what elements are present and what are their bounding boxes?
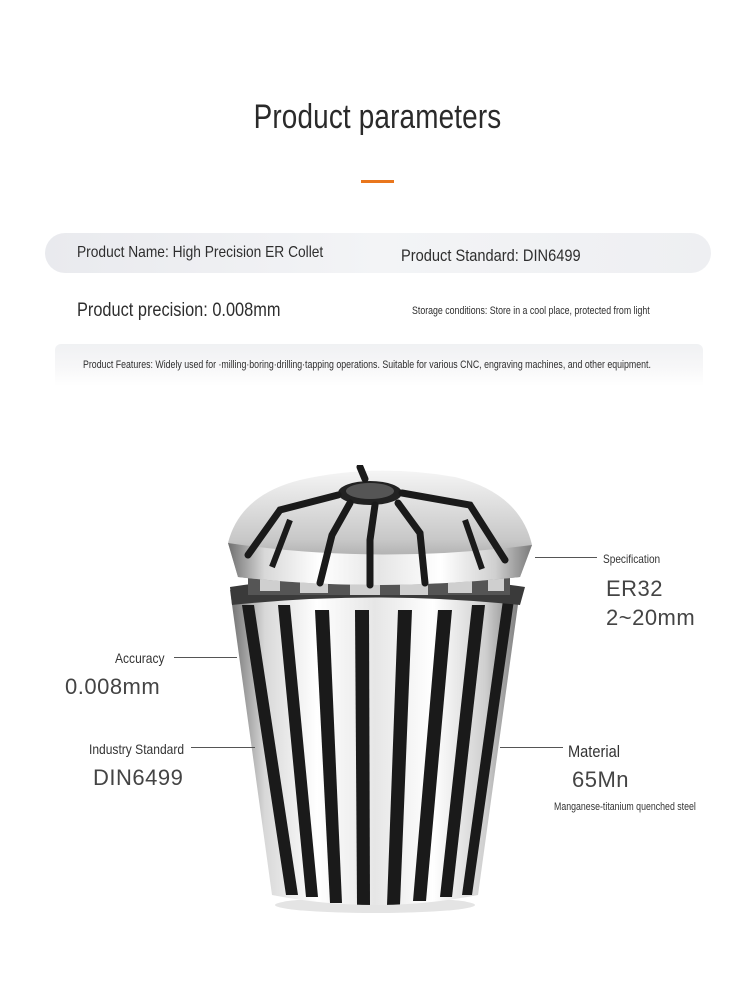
product-name: Product Name: High Precision ER Collet xyxy=(77,244,324,261)
accuracy-label: Accuracy xyxy=(115,650,165,666)
title-accent-divider xyxy=(361,180,394,183)
industry-standard-label: Industry Standard xyxy=(89,741,185,757)
specification-value-range: 2~20mm xyxy=(606,605,696,630)
specification-leader-line xyxy=(535,557,597,558)
material-value: 65Mn xyxy=(572,767,630,792)
specification-label: Specification xyxy=(603,552,661,566)
industry-standard-value: DIN6499 xyxy=(93,765,184,790)
specification-value-model: ER32 xyxy=(606,576,664,601)
page-title: Product parameters xyxy=(253,98,502,136)
product-features: Product Features: Widely used for ·milling·boring·drilling·tapping operations. Suitable for various CNC, engraving machines, and other equipment. xyxy=(83,359,651,371)
product-standard: Product Standard: DIN6499 xyxy=(401,246,581,265)
er-collet-illustration xyxy=(220,465,540,915)
industry-standard-leader-line xyxy=(191,747,255,748)
accuracy-leader-line xyxy=(174,657,237,658)
accuracy-value: 0.008mm xyxy=(65,674,161,699)
product-precision: Product precision: 0.008mm xyxy=(77,300,281,321)
material-leader-line xyxy=(500,747,563,748)
material-label: Material xyxy=(568,742,621,761)
material-note: Manganese-titanium quenched steel xyxy=(554,801,696,813)
storage-conditions: Storage conditions: Store in a cool place, protected from light xyxy=(412,305,650,317)
